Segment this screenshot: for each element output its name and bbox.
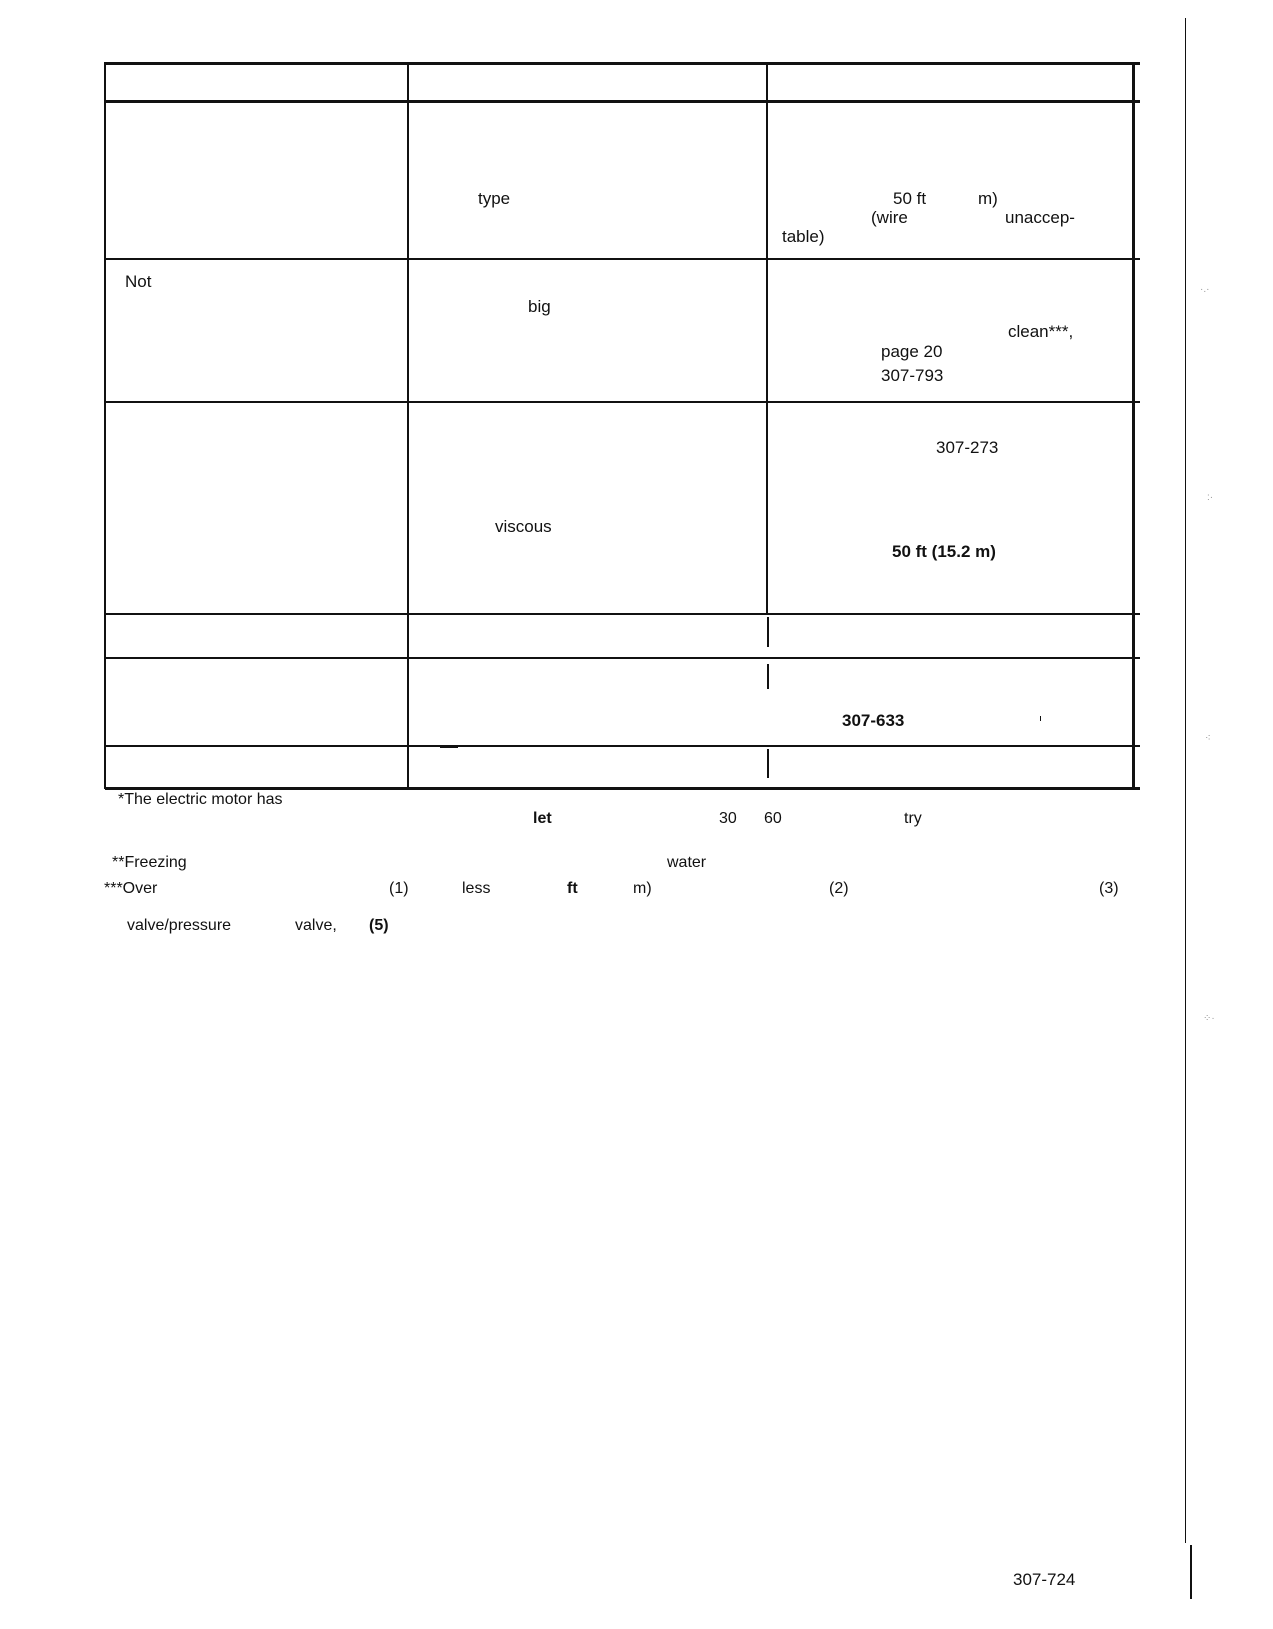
footnote-word: let	[533, 810, 552, 827]
cell-text: 50 ft (15.2 m)	[892, 542, 996, 561]
cell-text: 307-273	[936, 438, 999, 457]
stray-mark	[1040, 716, 1041, 721]
cell-text: big	[528, 297, 551, 316]
footnote-word: (1)	[389, 880, 409, 897]
footnote-word: (2)	[829, 880, 849, 897]
footnote-word: less	[462, 880, 491, 897]
footnote-word: water	[667, 854, 707, 871]
page-number: 307-724	[1013, 1570, 1076, 1589]
table-top-border	[105, 62, 1140, 65]
footnote-motor: *The electric motor has	[118, 791, 283, 808]
cell-text: viscous	[495, 517, 552, 536]
footnote-word: valve/pressure	[127, 917, 232, 934]
row-divider	[105, 258, 1140, 260]
page-margin-rule	[1190, 1545, 1192, 1599]
cell-text: Not	[125, 272, 152, 291]
cell-text: m)	[978, 189, 998, 208]
footnote-word: m)	[633, 880, 652, 897]
footnote-word: try	[904, 810, 922, 827]
row-divider	[105, 613, 1140, 615]
page-margin-rule	[1185, 18, 1186, 1543]
scan-speck: ·.·	[1200, 284, 1210, 295]
footnote-word: (5)	[369, 917, 389, 934]
column-divider-fragment	[767, 749, 769, 778]
scan-speck: ⁖	[1205, 733, 1211, 744]
cell-text: page 20	[881, 342, 943, 361]
cell-text: 50 ft	[893, 189, 927, 208]
table-left-border	[104, 62, 106, 789]
footnote-word: 30	[719, 810, 737, 827]
column-divider	[407, 62, 409, 789]
footnote-freezing: **Freezing	[112, 854, 187, 871]
footnote-over: ***Over	[104, 880, 158, 897]
row-divider	[105, 657, 1140, 659]
cell-text: (wire	[871, 208, 908, 227]
cell-text: 307-633	[842, 711, 905, 730]
table-bottom-border	[105, 787, 1140, 790]
row-divider	[105, 401, 1140, 403]
column-divider	[766, 62, 768, 613]
column-divider-fragment	[767, 664, 769, 689]
table-header-rule	[105, 100, 1140, 103]
table-right-border	[1132, 62, 1135, 790]
footnote-word: valve,	[295, 917, 337, 934]
footnote-word: (3)	[1099, 880, 1119, 897]
scan-speck: ⁘·	[1203, 1013, 1215, 1024]
row-divider	[105, 745, 1140, 747]
scan-speck: :·	[1207, 492, 1214, 503]
stray-mark	[440, 746, 458, 748]
cell-text: unaccep-	[1005, 208, 1075, 227]
footnote-word: 60	[764, 810, 782, 827]
cell-text: 307-793	[881, 366, 944, 385]
cell-text: clean***,	[1008, 322, 1074, 341]
column-divider-fragment	[767, 617, 769, 647]
footnote-word: ft	[567, 880, 578, 897]
cell-text: table)	[782, 227, 825, 246]
cell-text: type	[478, 189, 511, 208]
